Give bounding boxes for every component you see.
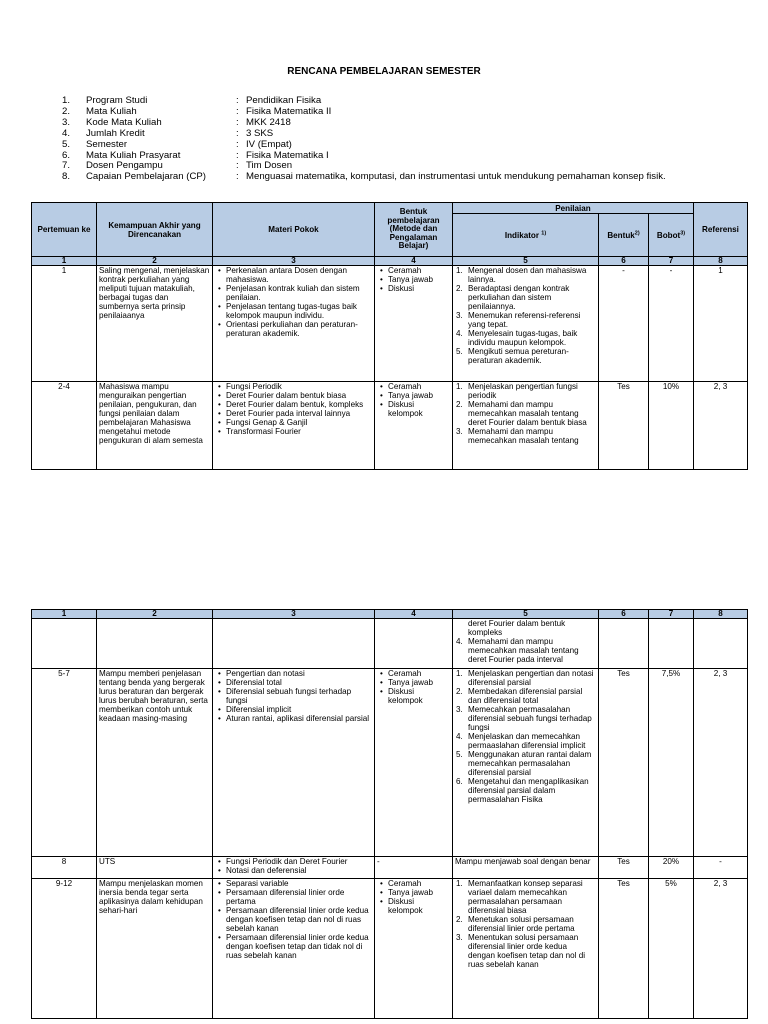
info-value: MKK 2418 [246, 116, 291, 128]
cell-bobot: 20% [649, 857, 694, 879]
bullet-item: • Penjelasan kontrak kuliah dan sistem penilaian. [215, 284, 372, 302]
cell-materi [213, 879, 375, 1019]
table-row [32, 669, 748, 857]
info-number: 2. [62, 105, 71, 117]
indikator-item [455, 777, 596, 804]
table-row [32, 857, 748, 879]
info-key: Semester [86, 138, 128, 150]
cell-indikator [453, 669, 599, 857]
column-number-row [32, 610, 748, 619]
column-number: 7 [649, 257, 694, 266]
info-colon: : [236, 149, 239, 161]
bullet-item: • Penjelasan tentang tugas-tugas baik kelompok maupun individu. [215, 302, 372, 320]
indikator-text: Menyelesain tugas-tugas, baik individu maupun kelompok. [468, 329, 578, 347]
indikator-item [455, 329, 596, 347]
bullet-item: • Persamaan diferensial linier orde pertama [215, 888, 372, 906]
bullet-item: • Orientasi perkuliahan dan peraturan-peraturan akademik. [215, 320, 372, 338]
indikator-text: Memahami dan mampu memecahkan masalah tentang [468, 427, 579, 445]
indikator-text: Menentukan solusi persamaan diferensial linier orde kedua dengan koefisen tetap dan nol di ruas sebelah kanan [468, 933, 586, 969]
cell-indikator [453, 382, 599, 470]
table-row [32, 382, 748, 470]
indikator-text: Mengenal dosen dan mahasiswa lainnya. [468, 266, 587, 284]
cell-bobot: 7,5% [649, 669, 694, 857]
indikator-number: 2. [456, 915, 463, 924]
column-number: 2 [97, 257, 213, 266]
indikator-continued: deret Fourier dalam bentuk kompleks [468, 619, 566, 637]
info-number: 4. [62, 127, 71, 139]
indikator-item [455, 879, 596, 915]
info-key: Kode Mata Kuliah [86, 116, 162, 128]
indikator-number: 1. [456, 266, 463, 275]
info-row [62, 172, 666, 183]
bullet-item: • Tanya jawab [377, 275, 450, 284]
bullet-item: • Diferensial sebuah fungsi terhadap fungsi [215, 687, 372, 705]
cell-bentuk: Tes [599, 879, 649, 1019]
materi-list [215, 669, 372, 723]
course-info-list [62, 96, 666, 183]
indikator-list [455, 637, 596, 664]
column-number: 8 [694, 610, 748, 619]
column-number: 1 [32, 257, 97, 266]
bullet-item: • Pengertian dan notasi [215, 669, 372, 678]
bullet-item: • Fungsi Periodik dan Deret Fourier [215, 857, 372, 866]
bullet-item: • Tanya jawab [377, 391, 450, 400]
column-number: 6 [599, 610, 649, 619]
info-key: Mata Kuliah Prasyarat [86, 149, 181, 161]
indikator-item [455, 637, 596, 664]
bullet-item: • Diferensial implicit [215, 705, 372, 714]
indikator-number: 1. [456, 879, 463, 888]
table-row [32, 879, 748, 1019]
header-indikator: Indikator $^{1)}$ [453, 214, 599, 257]
metode-list [377, 266, 450, 293]
indikator-text: Membedakan diferensial parsial dan diferensial total [468, 687, 583, 705]
materi-list [215, 857, 372, 875]
indikator-item [455, 427, 596, 445]
indikator-number: 3. [456, 311, 463, 320]
cell-indikator [453, 266, 599, 382]
cell-referensi: - [694, 857, 748, 879]
indikator-text: Memahami dan mampu memecahkan masalah tentang deret Fourier dalam bentuk biasa [468, 400, 587, 427]
indikator-number: 4. [456, 637, 463, 646]
column-number: 2 [97, 610, 213, 619]
cell-metode [375, 879, 453, 1019]
bullet-item: • Transformasi Fourier [215, 427, 372, 436]
cell-materi [213, 857, 375, 879]
indikator-item [455, 933, 596, 969]
metode-list [377, 669, 450, 705]
materi-list [215, 879, 372, 960]
materi-list [215, 382, 372, 436]
indikator-item [455, 732, 596, 750]
bullet-item: • Ceramah [377, 266, 450, 275]
bullet-item: • Deret Fourier pada interval lainnya [215, 409, 372, 418]
cell-metode [375, 669, 453, 857]
bullet-item: • Deret Fourier dalam bentuk, kompleks [215, 400, 372, 409]
indikator-number: 3. [456, 933, 463, 942]
indikator-number: 2. [456, 687, 463, 696]
indikator-text: Memecahkan permasalahan diferensial sebuah fungsi terhadap fungsi [468, 705, 592, 732]
info-key: Dosen Pengampu [86, 160, 163, 172]
indikator-text: Memahami dan mampu memecahkan masalah tentang deret Fourier pada interval [468, 637, 579, 664]
bullet-item: • Ceramah [377, 669, 450, 678]
cell-materi [213, 619, 375, 669]
header-penilaian: Penilaian [453, 203, 694, 214]
bullet-item: • Aturan rantai, aplikasi diferensial parsial [215, 714, 372, 723]
cell-pertemuan: 9-12 [32, 879, 97, 1019]
column-number-row [32, 257, 748, 266]
column-number: 3 [213, 257, 375, 266]
indikator-text: Mengetahui dan mengaplikasikan diferensial parsial dalam permasalahan Fisika [468, 777, 589, 804]
cell-bobot: - [649, 266, 694, 382]
indikator-number: 3. [456, 427, 463, 436]
cell-referensi: 2, 3 [694, 669, 748, 857]
cell-metode: - [375, 857, 453, 879]
indikator-text: Menjelaskan dan memecahkan permaaslahan diferensial implicit [468, 732, 586, 750]
bullet-item: • Diferensial total [215, 678, 372, 687]
cell-kemampuan: Mahasiswa mampu menguraikan pengertian penilaian, pengukuran, dan fungsi penilaian dalam pembelajaran Mahasiswa mengetahui metode pengukuran di alam semesta [97, 382, 213, 470]
bullet-item: • Notasi dan deferensial [215, 866, 372, 875]
bullet-item: • Persamaan diferensial linier orde kedua dengan koefisen tetap dan tidak nol di ruas sebelah kanan [215, 933, 372, 960]
metode-list [377, 382, 450, 418]
indikator-number: 5. [456, 750, 463, 759]
indikator-item [455, 400, 596, 427]
bullet-item: • Tanya jawab [377, 888, 450, 897]
column-number: 1 [32, 610, 97, 619]
cell-bentuk [599, 619, 649, 669]
indikator-item [455, 750, 596, 777]
header-bentuk: Bentuk$^{2)}$ [599, 214, 649, 257]
header-materi: Materi Pokok [213, 203, 375, 257]
column-number: 4 [375, 257, 453, 266]
column-number: 5 [453, 610, 599, 619]
bullet-item: • Ceramah [377, 879, 450, 888]
info-row [62, 129, 666, 140]
info-colon: : [236, 95, 239, 106]
cell-kemampuan: Mampu memberi penjelasan tentang benda yang bergerak lurus beraturan dan bergerak lurus berubah beraturan, serta memberikan contoh untuk keadaan masing-masing [97, 669, 213, 857]
cell-kemampuan: UTS [97, 857, 213, 879]
indikator-text: Menetukan solusi persamaan diferensial linier orde pertama [468, 915, 575, 933]
bullet-item: • Tanya jawab [377, 678, 450, 687]
info-value: IV (Empat) [246, 138, 292, 150]
indikator-text: Menjelaskan pengertian fungsi periodik [468, 382, 578, 400]
info-value: 3 SKS [246, 127, 274, 139]
header-kemampuan: Kemampuan Akhir yang Direncanakan [97, 203, 213, 257]
cell-kemampuan [97, 619, 213, 669]
bullet-item: • Ceramah [377, 382, 450, 391]
indikator-text: Mengikuti semua pereturan-peraturan akademik. [468, 347, 569, 365]
cell-kemampuan: Mampu menjelaskan momen inersia benda tegar serta aplikasinya dalam kehidupan sehari-hari [97, 879, 213, 1019]
cell-materi [213, 669, 375, 857]
rps-table-page-2 [31, 609, 748, 1019]
header-bentuk-pembelajaran: Bentuk pembelajaran (Metode dan Pengalaman Belajar) [375, 203, 453, 257]
page-title: RENCANA PEMBELAJARAN SEMESTER [287, 66, 481, 77]
info-value: Pendidikan Fisika [246, 95, 322, 106]
indikator-text: Beradaptasi dengan kontrak perkuliahan dan sistem penilaiannya. [468, 284, 570, 311]
bullet-item: • Perkenalan antara Dosen dengan mahasiswa. [215, 266, 372, 284]
info-colon: : [236, 171, 239, 183]
cell-referensi: 1 [694, 266, 748, 382]
indikator-item [455, 915, 596, 933]
cell-referensi [694, 619, 748, 669]
info-colon: : [236, 127, 239, 139]
indikator-list [455, 879, 596, 969]
indikator-number: 4. [456, 329, 463, 338]
table-row [32, 619, 748, 669]
indikator-list [455, 669, 596, 804]
indikator-number: 5. [456, 347, 463, 356]
bullet-item: • Fungsi Genap & Ganjil [215, 418, 372, 427]
indikator-text: Memanfaatkan konsep separasi variael dalam memecahkan permasalahan persamaan diferensial biasa [468, 879, 583, 915]
info-key: Program Studi [86, 95, 148, 106]
indikator-text: Menggunakan aturan rantai dalam memecahkan permasalahan diferensial parsial [468, 750, 592, 777]
info-number: 6. [62, 149, 71, 161]
bullet-item: • Diskusi kelompok [377, 400, 450, 418]
info-colon: : [236, 116, 239, 128]
cell-pertemuan [32, 619, 97, 669]
info-key: Mata Kuliah [86, 105, 137, 117]
info-value: Fisika Matematika I [246, 149, 329, 161]
info-colon: : [236, 105, 239, 117]
bullet-item: • Deret Fourier dalam bentuk biasa [215, 391, 372, 400]
header-pertemuan: Pertemuan ke [32, 203, 97, 257]
indikator-item [455, 347, 596, 365]
indikator-item [455, 311, 596, 329]
cell-pertemuan: 2-4 [32, 382, 97, 470]
cell-bobot: 5% [649, 879, 694, 1019]
column-number: 5 [453, 257, 599, 266]
cell-materi [213, 382, 375, 470]
cell-bobot [649, 619, 694, 669]
column-number: 7 [649, 610, 694, 619]
bullet-item: • Diskusi [377, 284, 450, 293]
cell-referensi: 2, 3 [694, 382, 748, 470]
cell-materi [213, 266, 375, 382]
info-number: 5. [62, 138, 71, 150]
column-number: 4 [375, 610, 453, 619]
bullet-item: • Separasi variable [215, 879, 372, 888]
materi-list [215, 266, 372, 338]
info-row [62, 140, 666, 151]
indikator-item [455, 382, 596, 400]
cell-metode [375, 266, 453, 382]
rps-table-page-1 [31, 202, 748, 470]
bullet-item: • Persamaan diferensial linier orde kedua dengan koefisen tetap dan nol di ruas sebelah kanan [215, 906, 372, 933]
cell-bentuk: - [599, 266, 649, 382]
indikator-item [455, 687, 596, 705]
info-row [62, 96, 666, 107]
cell-pertemuan: 1 [32, 266, 97, 382]
cell-bentuk: Tes [599, 669, 649, 857]
cell-metode [375, 619, 453, 669]
table-row [32, 266, 748, 382]
info-colon: : [236, 138, 239, 150]
indikator-item [455, 284, 596, 311]
column-number: 3 [213, 610, 375, 619]
indikator-number: 1. [456, 382, 463, 391]
info-value: Tim Dosen [246, 160, 293, 172]
cell-pertemuan: 8 [32, 857, 97, 879]
bullet-item: • Diskusi kelompok [377, 897, 450, 915]
header-referensi: Referensi [694, 203, 748, 257]
cell-referensi: 2, 3 [694, 879, 748, 1019]
indikator-item [455, 266, 596, 284]
column-number: 8 [694, 257, 748, 266]
cell-bentuk: Tes [599, 857, 649, 879]
bullet-item: • Diskusi kelompok [377, 687, 450, 705]
cell-indikator: Mampu menjawab soal dengan benar [453, 857, 599, 879]
cell-indikator [453, 619, 599, 669]
cell-metode [375, 382, 453, 470]
indikator-number: 4. [456, 732, 463, 741]
indikator-number: 2. [456, 284, 463, 293]
indikator-number: 2. [456, 400, 463, 409]
cell-pertemuan: 5-7 [32, 669, 97, 857]
header-bobot: Bobot$^{3)}$ [649, 214, 694, 257]
indikator-number: 6. [456, 777, 463, 786]
info-key: Capaian Pembelajaran (CP) [86, 171, 206, 183]
indikator-number: 3. [456, 705, 463, 714]
metode-list [377, 879, 450, 915]
indikator-list [455, 382, 596, 445]
indikator-text: Menemukan referensi-referensi yang tepat. [468, 311, 581, 329]
info-colon: : [236, 160, 239, 172]
cell-bentuk: Tes [599, 382, 649, 470]
column-number: 6 [599, 257, 649, 266]
indikator-item [455, 705, 596, 732]
info-number: 3. [62, 116, 71, 128]
info-number: 8. [62, 171, 71, 183]
indikator-item [455, 669, 596, 687]
info-number: 1. [62, 95, 71, 106]
bullet-item: • Fungsi Periodik [215, 382, 372, 391]
indikator-number: 1. [456, 669, 463, 678]
info-value: Menguasai matematika, komputasi, dan instrumentasi untuk mendukung pemahaman konsep fisik. [246, 171, 666, 183]
cell-kemampuan: Saling mengenal, menjelaskan kontrak perkuliahan yang meliputi tujuan matakuliah, berbagai tugas dan sumbernya serta prinsip penilaiaanya [97, 266, 213, 382]
info-value: Fisika Matematika II [246, 105, 332, 117]
info-row [62, 118, 666, 129]
indikator-list [455, 266, 596, 365]
info-key: Jumlah Kredit [86, 127, 145, 139]
cell-bobot: 10% [649, 382, 694, 470]
cell-indikator [453, 879, 599, 1019]
info-number: 7. [62, 160, 71, 172]
indikator-text: Menjelaskan pengertian dan notasi diferensial parsial [468, 669, 594, 687]
